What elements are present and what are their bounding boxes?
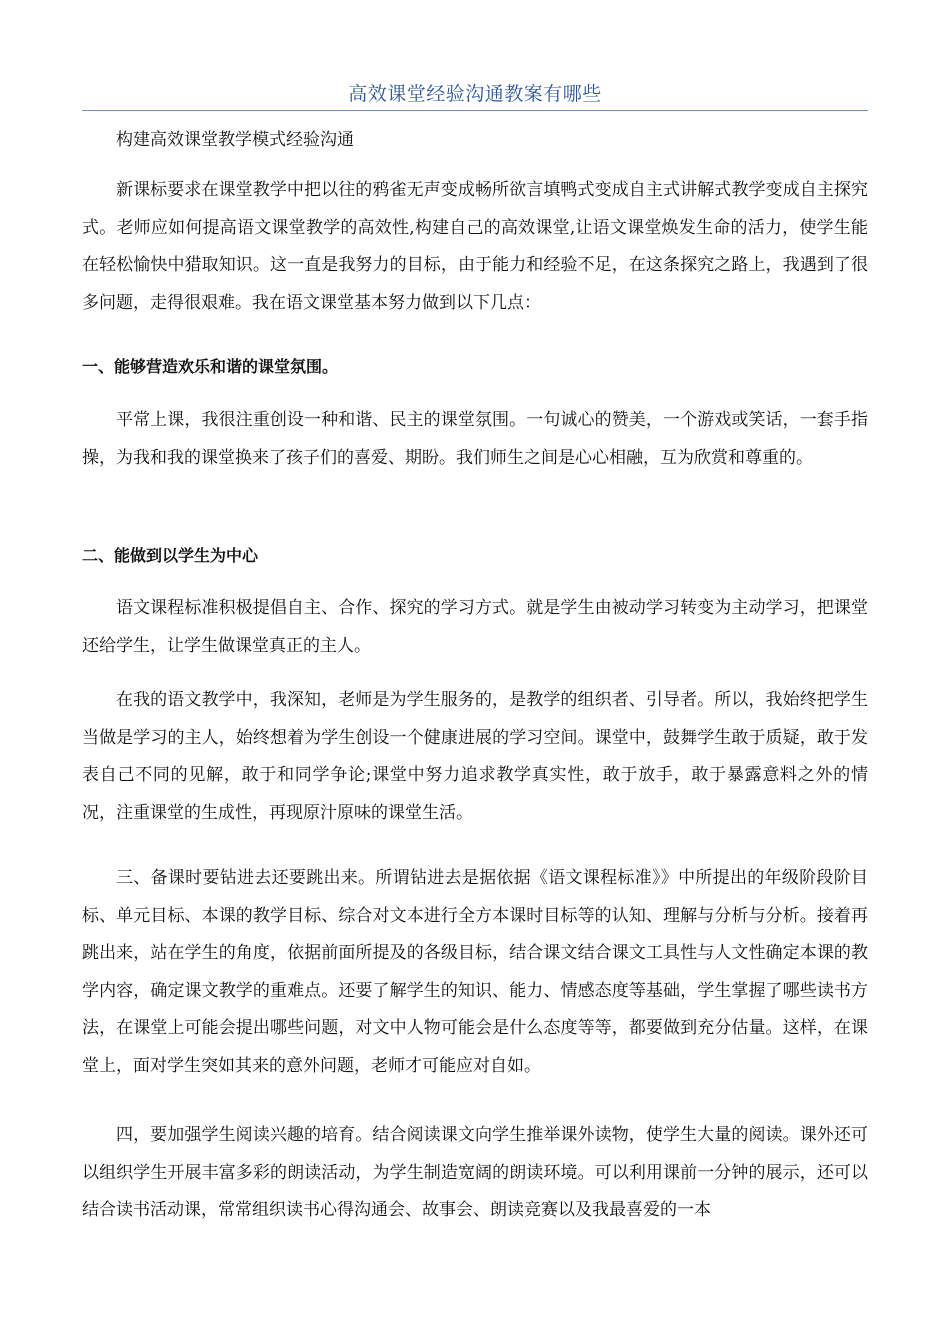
document-title: 高效课堂经验沟通教案有哪些 <box>348 83 602 105</box>
section2-paragraph-1: 语文课程标准积极提倡自主、合作、探究的学习方式。就是学生由被动学习转变为主动学习，把课堂还给学生，让学生做课堂真正的主人。 <box>82 598 868 656</box>
section2-heading: 二、能做到以学生为中心 <box>82 546 259 565</box>
section2-paragraph-2: 在我的语文教学中，我深知，老师是为学生服务的，是教学的组织者、引导者。所以，我始终把学生当做是学习的主人，始终想着为学生创设一个健康进展的学习空间。课堂中，鼓舞学生敢于质疑，敢于发表自己不同的见解，敢于和同学争论;课堂中努力追求教学真实性，敢于放手，敢于暴露意料之外的情况，注重课堂的生成性，再现原汁原味的课堂生活。 <box>82 690 868 823</box>
section1-heading: 一、能够营造欢乐和谐的课堂氛围。 <box>82 357 339 376</box>
document-header <box>82 80 868 111</box>
subtitle-paragraph: 构建高效课堂教学模式经验沟通 <box>116 130 354 150</box>
section3-paragraph: 三、备课时要钻进去还要跳出来。所谓钻进去是据依据《语文课程标准》》中所提出的年级阶段阶目标、单元目标、本课的教学目标、综合对文本进行全方本课时目标等的认知、理解与分析与分析。接着再跳出来，站在学生的角度，依据前面所提及的各级目标，结合课文结合课文工具性与人文性确定本课的教学内容，确定课文教学的重难点。还要了解学生的知识、能力、情感态度等基础，学生掌握了哪些读书方法，在课堂上可能会提出哪些问题，对文中人物可能会是什么态度等等，都要做到充分估量。这样，在课堂上，面对学生突如其来的意外问题，老师才可能应对自如。 <box>82 868 868 1076</box>
intro-paragraph: 新课标要求在课堂教学中把以往的鸦雀无声变成畅所欲言填鸭式变成自主式讲解式教学变成自主探究式。老师应如何提高语文课堂教学的高效性,构建自己的高效课堂,让语文课堂焕发生命的活力，使学生能在轻松愉快中猎取知识。这一直是我努力的目标，由于能力和经验不足，在这条探究之路上，我遇到了很多问题，走得很艰难。我在语文课堂基本努力做到以下几点： <box>82 180 868 313</box>
section4-paragraph: 四，要加强学生阅读兴趣的培育。结合阅读课文向学生推举课外读物，使学生大量的阅读。课外还可以组织学生开展丰富多彩的朗读活动，为学生制造宽阔的朗读环境。可以利用课前一分钟的展示，还可以结合读书活动课，常常组织读书心得沟通会、故事会、朗读竞赛以及我最喜爱的一本 <box>82 1125 868 1220</box>
section1-paragraph: 平常上课，我很注重创设一种和谐、民主的课堂氛围。一句诚心的赞美，一个游戏或笑话，一套手指操，为我和我的课堂换来了孩子们的喜爱、期盼。我们师生之间是心心相融，互为欣赏和尊重的。 <box>82 410 868 468</box>
